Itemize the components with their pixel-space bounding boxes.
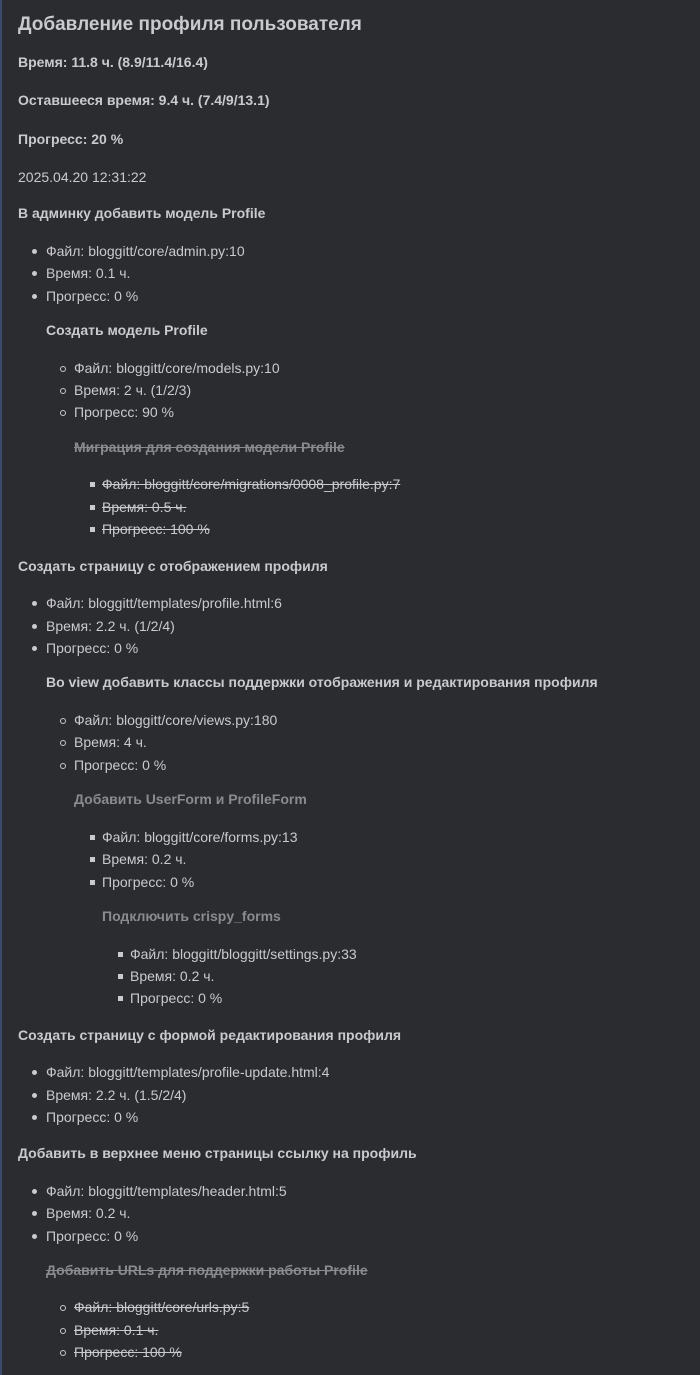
list-bullet: [60, 1328, 66, 1334]
task-time: Время: 0.2 ч.: [102, 851, 187, 867]
subtask-title: Подключить crispy_forms: [102, 908, 281, 924]
list-bullet: [90, 527, 95, 532]
list-bullet: [90, 835, 95, 840]
list-bullet: [118, 974, 123, 979]
list-bullet: [60, 763, 66, 769]
list-bullet: [60, 410, 66, 416]
task-file: Файл: bloggitt/templates/header.html:5: [46, 1183, 287, 1199]
task-progress: Прогресс: 0 %: [74, 757, 167, 773]
task-file: Файл: bloggitt/templates/profile-update.html:4: [46, 1064, 330, 1080]
list-bullet: [32, 249, 37, 254]
list-bullet: [90, 482, 95, 487]
list-bullet: [32, 271, 37, 276]
remaining-time: Оставшееся время: 9.4 ч. (7.4/9/13.1): [18, 92, 270, 108]
task-progress: Прогресс: 90 %: [74, 404, 175, 420]
task-progress: Прогресс: 0 %: [46, 640, 139, 656]
list-bullet: [90, 857, 95, 862]
task-progress: Прогресс: 0 %: [130, 990, 223, 1006]
total-progress: Прогресс: 20 %: [18, 131, 124, 147]
list-bullet: [90, 505, 95, 510]
task-progress: Прогресс: 0 %: [46, 1228, 139, 1244]
task-time: Время: 2 ч. (1/2/3): [74, 382, 192, 398]
task-progress: Прогресс: 100 %: [74, 1344, 182, 1360]
task-time: Время: 0.5 ч.: [102, 499, 187, 515]
task-progress: Прогресс: 0 %: [46, 288, 139, 304]
subtask-title: Во view добавить классы поддержки отображения и редактирования профиля: [46, 674, 598, 690]
task-file: Файл: bloggitt/core/views.py:180: [74, 712, 278, 728]
subtask-title: Создать модель Profile: [46, 322, 208, 338]
subtask-title: Миграция для создания модели Profile: [74, 439, 345, 455]
list-bullet: [32, 1189, 37, 1194]
task-time: Время: 0.1 ч.: [74, 1322, 159, 1338]
subtask-title: Добавить UserForm и ProfileForm: [74, 791, 307, 807]
list-bullet: [32, 1115, 37, 1120]
task-progress: Прогресс: 0 %: [102, 874, 195, 890]
list-bullet: [60, 1305, 66, 1311]
task-title: В админку добавить модель Profile: [18, 205, 266, 221]
task-time: Время: 2.2 ч. (1/2/4): [46, 618, 175, 634]
task-time: Время: 2.2 ч. (1.5/2/4): [46, 1087, 187, 1103]
list-bullet: [32, 624, 37, 629]
task-file: Файл: bloggitt/core/forms.py:13: [102, 829, 298, 845]
task-file: Файл: bloggitt/templates/profile.html:6: [46, 595, 282, 611]
task-time: Время: 0.2 ч.: [46, 1205, 131, 1221]
task-file: Файл: bloggitt/core/migrations/0008_profile.py:7: [102, 476, 401, 492]
list-bullet: [90, 880, 95, 885]
list-bullet: [32, 1093, 37, 1098]
list-bullet: [60, 388, 66, 394]
total-time: Время: 11.8 ч. (8.9/11.4/16.4): [18, 54, 208, 70]
list-bullet: [60, 718, 66, 724]
task-title: Создать страницу с формой редактирования профиля: [18, 1027, 402, 1043]
task-time: Время: 0.1 ч.: [46, 265, 131, 281]
task-title: Создать страницу с отображением профиля: [18, 558, 328, 574]
list-bullet: [32, 1070, 37, 1075]
list-bullet: [32, 1211, 37, 1216]
task-file: Файл: bloggitt/core/admin.py:10: [46, 243, 245, 259]
task-title: Добавить в верхнее меню страницы ссылку на профиль: [18, 1145, 417, 1161]
task-time: Время: 0.2 ч.: [130, 968, 215, 984]
task-progress: Прогресс: 100 %: [102, 521, 210, 537]
list-bullet: [118, 996, 123, 1001]
task-file: Файл: bloggitt/core/urls.py:5: [74, 1299, 250, 1315]
report-datetime: 2025.04.20 12:31:22: [18, 169, 147, 185]
list-bullet: [60, 740, 66, 746]
list-bullet: [118, 952, 123, 957]
list-bullet: [60, 366, 66, 372]
list-bullet: [60, 1350, 66, 1356]
list-bullet: [32, 646, 37, 651]
list-bullet: [32, 294, 37, 299]
task-file: Файл: bloggitt/bloggitt/settings.py:33: [130, 946, 357, 962]
list-bullet: [32, 601, 37, 606]
task-time: Время: 4 ч.: [74, 734, 147, 750]
list-bullet: [32, 1234, 37, 1239]
task-file: Файл: bloggitt/core/models.py:10: [74, 360, 280, 376]
task-progress: Прогресс: 0 %: [46, 1109, 139, 1125]
page-title: Добавление профиля пользователя: [18, 14, 362, 35]
subtask-title: Добавить URLs для поддержки работы Profile: [46, 1262, 368, 1278]
